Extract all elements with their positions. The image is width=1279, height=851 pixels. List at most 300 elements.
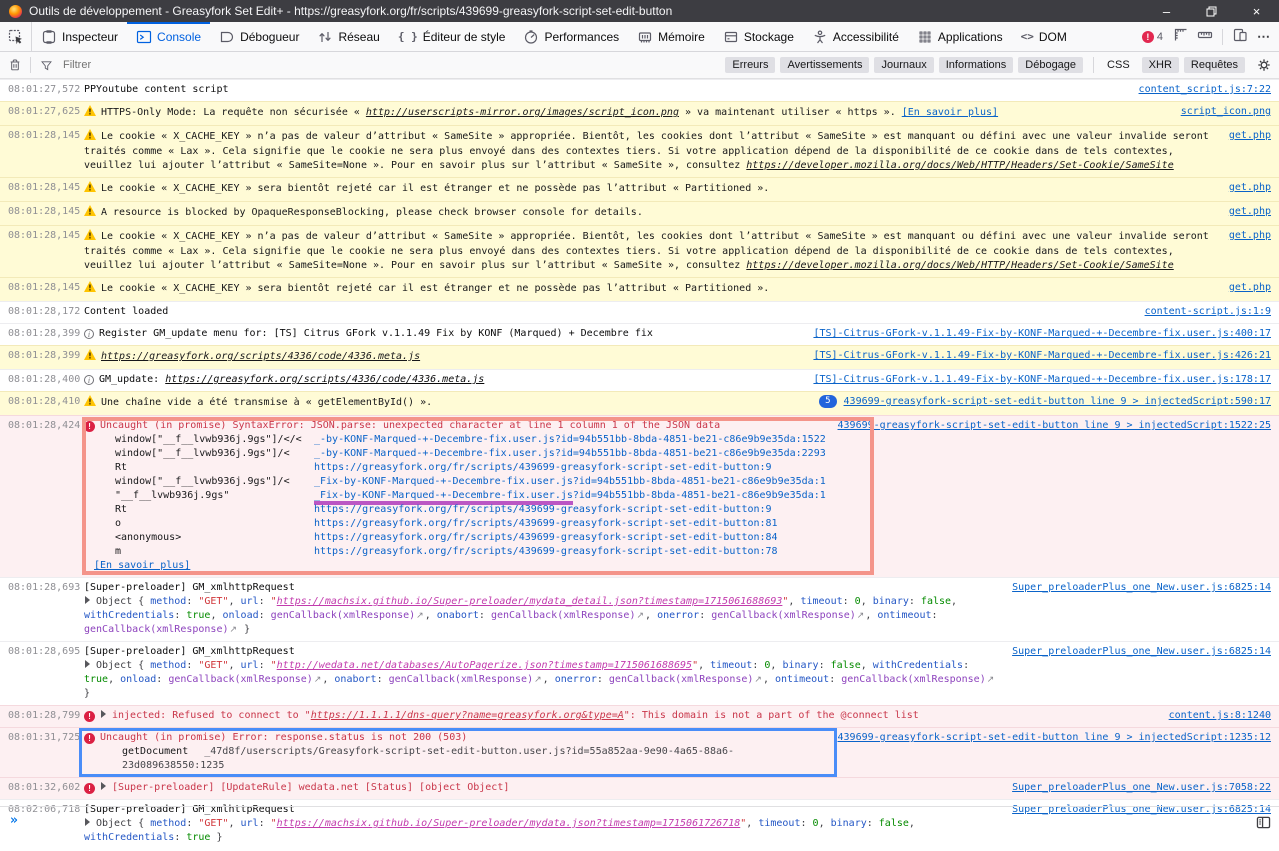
timestamp: 08:01:28,799 bbox=[8, 710, 81, 721]
object-string: " bbox=[740, 818, 747, 829]
tab-accessibilite[interactable] bbox=[803, 22, 908, 51]
devtools-toolbar bbox=[0, 22, 1279, 52]
warning-icon bbox=[84, 205, 96, 221]
timestamp: 08:01:28,400 bbox=[8, 374, 81, 385]
console-row bbox=[0, 641, 1279, 705]
source-link[interactable]: script_icon.png bbox=[1180, 106, 1271, 117]
message-link[interactable]: https://greasyfork.org/scripts/4336/code/4336.meta.js bbox=[101, 351, 421, 362]
object-function: genCallback(xmlResponse) bbox=[168, 674, 313, 685]
message-body bbox=[78, 395, 807, 411]
tab-label: Éditeur de style bbox=[422, 29, 506, 44]
message-text: injected: Refused to connect to " bbox=[112, 710, 311, 721]
object-value: false bbox=[920, 596, 952, 607]
accessibility-icon bbox=[812, 29, 828, 45]
object-key: method bbox=[150, 818, 187, 829]
devtools-menu-button[interactable]: ⋯ bbox=[1257, 28, 1271, 44]
console-settings-button[interactable] bbox=[1249, 58, 1279, 72]
stack-location-rest: ?id=94b551bb-8bda-4851-be21-c86e9b9e35da:1 bbox=[572, 490, 826, 501]
tab-reseau[interactable] bbox=[308, 22, 388, 51]
open-function-icon[interactable]: ↗ bbox=[856, 611, 865, 621]
message-body bbox=[78, 327, 801, 341]
tab-editeur-de-style[interactable] bbox=[389, 22, 515, 51]
message-link[interactable]: http://userscripts-mirror.org/images/script_icon.png bbox=[365, 107, 679, 118]
expand-caret[interactable] bbox=[101, 710, 106, 718]
message-body bbox=[78, 709, 1157, 723]
message-line bbox=[84, 129, 1217, 173]
repeat-badge: 5 bbox=[819, 395, 836, 408]
object-key: onerror bbox=[657, 610, 700, 621]
object-key: url bbox=[240, 818, 259, 829]
learn-more-row bbox=[94, 559, 826, 573]
warning-icon bbox=[84, 229, 96, 245]
source-link[interactable]: 439699-greasyfork-script-set-edit-button line 9 > injectedScript:590:17 bbox=[843, 396, 1271, 407]
console-icon bbox=[136, 29, 152, 45]
panel-tabs bbox=[32, 22, 1076, 51]
source-link[interactable]: [TS]-Citrus-GFork-v.1.1.49-Fix-by-KONF-Marqued-+-Decembre-fix.user.js:426:21 bbox=[813, 350, 1271, 361]
message-body bbox=[78, 181, 1217, 197]
timestamp: 08:01:27,625 bbox=[8, 106, 81, 117]
tab-dom[interactable] bbox=[1012, 22, 1076, 51]
object-text: : bbox=[376, 674, 389, 685]
svg-text:!: ! bbox=[88, 131, 92, 141]
object-text: , bbox=[645, 610, 658, 621]
tab-label: Débogueur bbox=[240, 29, 300, 44]
tab-label: Performances bbox=[544, 29, 620, 44]
object-text: : bbox=[963, 660, 970, 671]
message-text: Register GM_update menu for: [TS] Citrus GFork v.1.1.49 Fix by KONF (Marqued) + Decembre fix bbox=[99, 328, 653, 339]
source-link[interactable]: get.php bbox=[1228, 182, 1271, 193]
message-text: Uncaught (in promise) Error: response.status is not 200 (503) bbox=[100, 732, 468, 743]
open-function-icon[interactable]: ↗ bbox=[229, 625, 238, 635]
object-key: timeout bbox=[758, 818, 801, 829]
message-body bbox=[78, 305, 1133, 319]
filter-input[interactable] bbox=[61, 58, 725, 72]
message-body bbox=[78, 129, 1217, 173]
object-text: , bbox=[951, 596, 958, 607]
learn-more-link[interactable]: [En savoir plus] bbox=[94, 560, 191, 571]
object-text: : bbox=[800, 818, 813, 829]
clear-console-button[interactable] bbox=[0, 58, 30, 72]
stack-function: window["__f__lvwb936j.9gs"]/</< bbox=[115, 434, 302, 445]
object-text: : bbox=[596, 674, 609, 685]
stack-function: window["__f__lvwb936j.9gs"]/< bbox=[115, 448, 290, 459]
svg-text:!: ! bbox=[88, 183, 92, 193]
message-source bbox=[838, 419, 1279, 433]
tab-inspecteur[interactable] bbox=[32, 22, 127, 51]
message-body bbox=[78, 645, 1000, 701]
message-line bbox=[84, 581, 1000, 595]
message-body bbox=[78, 373, 801, 387]
message-source bbox=[1012, 645, 1279, 659]
warning-icon bbox=[84, 395, 96, 411]
object-text: : bbox=[478, 610, 491, 621]
object-key: url bbox=[240, 596, 259, 607]
object-value: 0 bbox=[854, 596, 861, 607]
console-command-input[interactable] bbox=[26, 816, 1279, 829]
console-row bbox=[0, 225, 1279, 277]
message-line bbox=[84, 709, 1157, 723]
source-link[interactable]: [TS]-Citrus-GFork-v.1.1.49-Fix-by-KONF-Marqued-+-Decembre-fix.user.js:178:17 bbox=[813, 374, 1271, 385]
style-editor-icon: { } bbox=[397, 30, 418, 43]
object-function: genCallback(xmlResponse) bbox=[841, 674, 986, 685]
message-line bbox=[84, 419, 826, 433]
object-text: : bbox=[174, 610, 187, 621]
source-link[interactable]: 439699-greasyfork-script-set-edit-button line 9 > injectedScript:1235:12 bbox=[837, 732, 1271, 743]
pick-element-icon bbox=[8, 29, 24, 45]
dom-icon: <> bbox=[1020, 30, 1034, 43]
object-function: genCallback(xmlResponse) bbox=[711, 610, 856, 621]
measure-button[interactable] bbox=[1197, 27, 1213, 46]
object-text: , bbox=[228, 660, 241, 671]
stack-function: window["__f__lvwb936j.9gs"]/< bbox=[115, 476, 290, 487]
console-row bbox=[0, 727, 1279, 777]
performance-icon bbox=[523, 29, 539, 45]
timestamp: 08:02:06,718 bbox=[8, 804, 81, 815]
filter-button-erreurs[interactable]: Erreurs bbox=[725, 57, 775, 73]
open-function-icon[interactable]: ↗ bbox=[986, 675, 995, 685]
minimize-button[interactable]: – bbox=[1162, 3, 1171, 19]
object-text: : bbox=[186, 596, 199, 607]
tab-debogueur[interactable] bbox=[210, 22, 308, 51]
filter-button-css[interactable]: CSS bbox=[1100, 57, 1137, 73]
message-text: [Super-preloader] [UpdateRule] wedata.net [Status] [object Object] bbox=[112, 782, 510, 793]
message-line bbox=[84, 181, 1217, 197]
object-text: , bbox=[698, 660, 711, 671]
source-link[interactable]: get.php bbox=[1228, 130, 1271, 141]
object-text: , bbox=[860, 660, 873, 671]
svg-text:!: ! bbox=[88, 351, 92, 361]
source-link[interactable]: content-script.js:1:9 bbox=[1144, 306, 1271, 317]
source-link[interactable]: get.php bbox=[1228, 230, 1271, 241]
expand-caret[interactable] bbox=[85, 660, 90, 668]
error-icon: ! bbox=[84, 733, 95, 744]
console-output bbox=[0, 79, 1279, 843]
tab-label: Accessibilité bbox=[832, 29, 899, 44]
stack-function: <anonymous> bbox=[115, 532, 182, 543]
console-row bbox=[0, 345, 1279, 369]
object-function: genCallback(xmlResponse) bbox=[490, 610, 636, 621]
object-text: : bbox=[174, 832, 187, 843]
tab-label: Stockage bbox=[743, 29, 794, 44]
open-function-icon[interactable]: ↗ bbox=[534, 675, 542, 685]
message-text: A resource is blocked by OpaqueResponseBlocking, please check browser console for details. bbox=[101, 207, 643, 218]
object-text: , bbox=[788, 596, 801, 607]
message-source bbox=[1229, 181, 1279, 195]
object-text: Object { bbox=[96, 660, 151, 671]
source-link[interactable]: get.php bbox=[1228, 206, 1271, 217]
open-function-icon[interactable]: ↗ bbox=[636, 611, 645, 621]
object-text: , bbox=[424, 610, 437, 621]
object-text: : bbox=[931, 610, 938, 621]
object-url-link[interactable]: http://wedata.net/databases/AutoPagerize.json?timestamp=1715061688695 bbox=[276, 660, 693, 671]
rulers-corner-icon bbox=[1172, 27, 1188, 43]
stack-function: "__f__lvwb936j.9gs" bbox=[115, 490, 230, 501]
object-url-link[interactable]: https://machsix.github.io/Super-preloader/mydata.json?timestamp=1715061726718 bbox=[276, 818, 741, 829]
source-link[interactable]: Super_preloaderPlus_one_New.user.js:6825:14 bbox=[1012, 646, 1271, 657]
error-count-value: 4 bbox=[1156, 30, 1163, 43]
filter-button-xhr[interactable]: XHR bbox=[1142, 57, 1179, 73]
message-line bbox=[84, 305, 1133, 319]
object-text: , bbox=[860, 596, 873, 607]
pick-element-button[interactable] bbox=[0, 22, 32, 51]
object-string: " bbox=[782, 596, 789, 607]
message-line bbox=[84, 229, 1217, 273]
stack-location-link[interactable]: _-by-KONF-Marqued-+-Decembre-fix.user.js?id=94b551bb-8bda-4851-be21-c86e9b9e35da:1522 bbox=[314, 434, 826, 445]
filter-group-separator bbox=[1093, 57, 1094, 73]
console-row bbox=[0, 323, 1279, 345]
source-link[interactable]: Super_preloaderPlus_one_New.user.js:6825:14 bbox=[1012, 804, 1271, 815]
object-text: : bbox=[842, 596, 855, 607]
console-row bbox=[0, 277, 1279, 301]
timestamp: 08:01:28,424 bbox=[8, 420, 81, 431]
error-icon: ! bbox=[84, 711, 95, 722]
object-key: onerror bbox=[554, 674, 597, 685]
object-key: ontimeout bbox=[775, 674, 830, 685]
warning-icon bbox=[84, 105, 96, 121]
stack-function: getDocument bbox=[122, 746, 189, 757]
filter-button-debogage[interactable]: Débogage bbox=[1018, 57, 1083, 73]
message-body bbox=[78, 581, 1000, 637]
object-value: true bbox=[186, 832, 211, 843]
object-text: } bbox=[238, 624, 251, 635]
message-body bbox=[78, 229, 1217, 273]
source-link[interactable]: content_script.js:7:22 bbox=[1138, 84, 1271, 95]
message-body bbox=[78, 105, 1169, 121]
message-source bbox=[813, 349, 1279, 363]
object-function: genCallback(xmlResponse) bbox=[388, 674, 534, 685]
warning-icon bbox=[84, 349, 96, 365]
filter-button-informations[interactable]: Informations bbox=[939, 57, 1014, 73]
object-key: withCredentials bbox=[84, 832, 175, 843]
filter-button-journaux[interactable]: Journaux bbox=[874, 57, 933, 73]
object-text: , bbox=[770, 660, 783, 671]
split-console-toggle-button[interactable] bbox=[1256, 816, 1271, 832]
object-key: method bbox=[150, 660, 187, 671]
object-text: : bbox=[752, 660, 765, 671]
message-line bbox=[122, 745, 826, 773]
stack-function: m bbox=[115, 546, 122, 557]
tab-memoire[interactable] bbox=[628, 22, 714, 51]
filter-button-avertissements[interactable]: Avertissements bbox=[780, 57, 869, 73]
stack-location-link[interactable]: _-by-KONF-Marqued-+-Decembre-fix.user.js?id=94b551bb-8bda-4851-be21-c86e9b9e35da:2293 bbox=[314, 448, 826, 459]
object-text: : bbox=[866, 818, 879, 829]
memory-icon bbox=[637, 29, 653, 45]
tab-label: Inspecteur bbox=[62, 29, 119, 44]
message-link[interactable]: https://greasyfork.org/scripts/4336/code/4336.meta.js bbox=[165, 374, 485, 385]
timestamp: 08:01:28,145 bbox=[8, 282, 81, 293]
tab-label: Mémoire bbox=[658, 29, 705, 44]
object-key: ontimeout bbox=[877, 610, 932, 621]
message-link[interactable]: https://developer.mozilla.org/docs/Web/HTTP/Headers/Set-Cookie/SameSite bbox=[746, 160, 1174, 171]
timestamp: 08:01:28,399 bbox=[8, 328, 81, 339]
object-text: } bbox=[84, 688, 91, 699]
console-row bbox=[0, 369, 1279, 391]
message-source bbox=[819, 395, 1279, 409]
error-count[interactable] bbox=[1142, 31, 1163, 43]
inspector-icon bbox=[41, 29, 57, 45]
object-text: , bbox=[228, 818, 241, 829]
tab-stockage[interactable] bbox=[714, 22, 803, 51]
toolbar-separator bbox=[1222, 29, 1223, 45]
tab-performances[interactable] bbox=[514, 22, 628, 51]
tab-label: Réseau bbox=[338, 29, 380, 44]
svg-text:!: ! bbox=[88, 207, 92, 217]
message-link[interactable]: https://1.1.1.1/dns-query?name=greasyfork.org&type=A bbox=[310, 710, 624, 721]
network-icon bbox=[317, 29, 333, 45]
restore-button[interactable] bbox=[1189, 0, 1234, 22]
object-function: genCallback(xmlResponse) bbox=[608, 674, 754, 685]
object-key: binary bbox=[782, 660, 819, 671]
message-line bbox=[84, 781, 1000, 795]
responsive-mode-button[interactable] bbox=[1232, 27, 1248, 46]
ruler-icon bbox=[1197, 27, 1213, 43]
source-link[interactable]: get.php bbox=[1228, 282, 1271, 293]
object-key: withCredentials bbox=[84, 610, 175, 621]
open-function-icon[interactable]: ↗ bbox=[754, 675, 762, 685]
message-text: GM_update: bbox=[99, 374, 166, 385]
error-icon: ! bbox=[84, 783, 95, 794]
message-body bbox=[78, 281, 1217, 297]
object-text: : bbox=[818, 660, 831, 671]
object-value: 0 bbox=[764, 660, 771, 671]
rulers-corner-button[interactable] bbox=[1172, 27, 1188, 46]
object-key: binary bbox=[830, 818, 867, 829]
message-body bbox=[78, 781, 1000, 795]
console-row bbox=[0, 415, 1279, 577]
message-source bbox=[1169, 709, 1279, 723]
stack-function: Rt bbox=[115, 462, 128, 473]
object-key: onabort bbox=[436, 610, 479, 621]
timestamp: 08:01:31,725 bbox=[8, 732, 81, 743]
stack-frame bbox=[115, 545, 826, 559]
stack-location-link[interactable]: https://greasyfork.org/fr/scripts/439699-greasyfork-script-set-edit-button:81 bbox=[314, 518, 778, 529]
message-text: Le cookie « X_CACHE_KEY » sera bientôt rejeté car il est étranger et ne possède pas l’attribut « Partitioned ». bbox=[101, 283, 770, 294]
message-source bbox=[813, 327, 1279, 341]
message-text: Uncaught (in promise) SyntaxError: JSON.parse: unexpected character at line 1 column 1 of the JSON data bbox=[100, 420, 721, 431]
filter-button-requetes[interactable]: Requêtes bbox=[1184, 57, 1245, 73]
level-filter-group bbox=[725, 57, 1087, 73]
object-text: , bbox=[108, 674, 121, 685]
object-text: : bbox=[258, 660, 271, 671]
learn-more-link[interactable]: [En savoir plus] bbox=[901, 107, 999, 118]
object-text: : bbox=[156, 674, 169, 685]
message-source bbox=[1229, 229, 1279, 243]
object-string: "GET" bbox=[198, 596, 229, 607]
message-source bbox=[1145, 305, 1279, 319]
stack-location-link[interactable]: https://greasyfork.org/fr/scripts/439699-greasyfork-script-set-edit-button:78 bbox=[314, 546, 778, 557]
tab-label: Applications bbox=[937, 29, 1003, 44]
timestamp: 08:01:28,145 bbox=[8, 182, 81, 193]
message-body bbox=[78, 349, 801, 365]
object-text: : bbox=[699, 610, 712, 621]
console-row bbox=[0, 101, 1279, 125]
object-text: : bbox=[258, 596, 271, 607]
info-icon: i bbox=[84, 375, 94, 385]
stack-location-link[interactable] bbox=[314, 489, 826, 503]
object-url-link[interactable]: https://machsix.github.io/Super-preloader/mydata_detail.json?timestamp=1715061688693 bbox=[276, 596, 783, 607]
object-string: " bbox=[270, 660, 277, 671]
object-text: , bbox=[908, 818, 915, 829]
stack-location-link[interactable]: https://greasyfork.org/fr/scripts/439699-greasyfork-script-set-edit-button:9 bbox=[314, 504, 772, 515]
console-row bbox=[0, 391, 1279, 415]
object-text: , bbox=[746, 818, 759, 829]
console-row bbox=[0, 577, 1279, 641]
storage-icon bbox=[723, 29, 739, 45]
message-body bbox=[78, 731, 826, 773]
message-text: Le cookie « X_CACHE_KEY » n’a pas de valeur d’attribut « SameSite » appropriée. Bientôt, les cookies dont l’attribut « SameSite » est manquant ou défini avec une valeur invalide seront traités comme « Lax ». Cela signifie que le cookie ne sera plus envoyé dans des contextes tiers. Si votre application dépend de la disponibilité de ce cookie dans de tels contextes, veuillez lui ajouter l’attribut « SameSite=None ». Pour en savoir plus sur l’attribut « SameSite », consultez bbox=[84, 231, 1209, 271]
timestamp: 08:01:28,410 bbox=[8, 396, 81, 407]
expand-caret[interactable] bbox=[85, 596, 90, 604]
stack-location-link[interactable]: _Fix-by-KONF-Marqued-+-Decembre-fix.user.js?id=94b551bb-8bda-4851-be21-c86e9b9e35da:1 bbox=[314, 476, 826, 487]
message-line bbox=[84, 373, 801, 387]
warning-icon bbox=[84, 281, 96, 297]
expand-caret[interactable] bbox=[101, 782, 106, 790]
svg-text:!: ! bbox=[88, 231, 92, 241]
console-row bbox=[0, 201, 1279, 225]
annotation-purple-underline: _Fix-by-KONF-Marqued-+-Decembre-fix.user.js bbox=[314, 490, 573, 505]
message-text: PPYoutube content script bbox=[84, 84, 229, 95]
warning-icon bbox=[84, 129, 96, 145]
source-link[interactable]: 439699-greasyfork-script-set-edit-button line 9 > injectedScript:1522:25 bbox=[837, 420, 1271, 431]
tab-applications[interactable] bbox=[908, 22, 1012, 51]
message-line bbox=[84, 83, 1127, 97]
object-text: : bbox=[258, 610, 271, 621]
applications-icon bbox=[917, 29, 933, 45]
info-icon: i bbox=[84, 329, 94, 339]
object-string: "GET" bbox=[198, 660, 229, 671]
console-row bbox=[0, 777, 1279, 799]
stack-location: _47d8f/userscripts/Greasyfork-script-set-edit-button.user.js?id=55a852aa-9e90-4a65-88a6-23d089638550:1235 bbox=[122, 746, 735, 771]
open-function-icon[interactable]: ↗ bbox=[313, 675, 322, 685]
message-text: Le cookie « X_CACHE_KEY » n’a pas de valeur d’attribut « SameSite » appropriée. Bientôt, les cookies dont l’attribut « SameSite » est manquant ou défini avec une valeur invalide seront traités comme « Lax ». Cela signifie que le cookie ne sera plus envoyé dans des contextes tiers. Si votre application dépend de la disponibilité de ce cookie dans de tels contextes, veuillez lui ajouter l’attribut « SameSite=None ». Pour en savoir plus sur l’attribut « SameSite », consultez bbox=[84, 131, 1209, 171]
object-text: Object { bbox=[96, 596, 151, 607]
timestamp: 08:01:32,602 bbox=[8, 782, 81, 793]
object-key: method bbox=[150, 596, 187, 607]
source-link[interactable]: Super_preloaderPlus_one_New.user.js:6825:14 bbox=[1012, 582, 1271, 593]
console-row bbox=[0, 301, 1279, 323]
close-button[interactable]: × bbox=[1252, 3, 1261, 19]
message-body bbox=[78, 419, 826, 573]
source-link[interactable]: [TS]-Citrus-GFork-v.1.1.49-Fix-by-KONF-Marqued-+-Decembre-fix.user.js:400:17 bbox=[813, 328, 1271, 339]
message-line bbox=[84, 327, 801, 341]
source-link[interactable]: Super_preloaderPlus_one_New.user.js:7058:22 bbox=[1012, 782, 1271, 793]
source-link[interactable]: content.js:8:1240 bbox=[1168, 710, 1271, 721]
svg-text:!: ! bbox=[88, 397, 92, 407]
restore-icon bbox=[1206, 6, 1217, 17]
open-function-icon[interactable]: ↗ bbox=[416, 611, 424, 621]
stack-location-link[interactable]: https://greasyfork.org/fr/scripts/439699-greasyfork-script-set-edit-button:84 bbox=[314, 532, 778, 543]
object-key: onload bbox=[222, 610, 259, 621]
filter-funnel bbox=[31, 59, 61, 72]
stack-location-link[interactable]: https://greasyfork.org/fr/scripts/439699-greasyfork-script-set-edit-button:9 bbox=[314, 462, 772, 473]
object-key: onload bbox=[120, 674, 157, 685]
stack-function: Rt bbox=[115, 504, 128, 515]
message-line bbox=[84, 105, 1169, 121]
message-text: Content loaded bbox=[84, 306, 169, 317]
message-text: Le cookie « X_CACHE_KEY » sera bientôt rejeté car il est étranger et ne possède pas l’attribut « Partitioned ». bbox=[101, 183, 770, 194]
console-row bbox=[0, 125, 1279, 177]
object-value: true bbox=[186, 610, 211, 621]
object-key: binary bbox=[872, 596, 909, 607]
object-string: " bbox=[692, 660, 699, 671]
message-text: » va maintenant utiliser « https ». bbox=[678, 107, 902, 118]
tab-console[interactable] bbox=[127, 22, 210, 51]
message-link[interactable]: https://developer.mozilla.org/docs/Web/HTTP/Headers/Set-Cookie/SameSite bbox=[746, 260, 1174, 271]
object-value: false bbox=[830, 660, 861, 671]
object-text: : bbox=[829, 674, 842, 685]
console-input-row bbox=[0, 806, 1279, 851]
console-prompt-icon: » bbox=[10, 813, 18, 828]
